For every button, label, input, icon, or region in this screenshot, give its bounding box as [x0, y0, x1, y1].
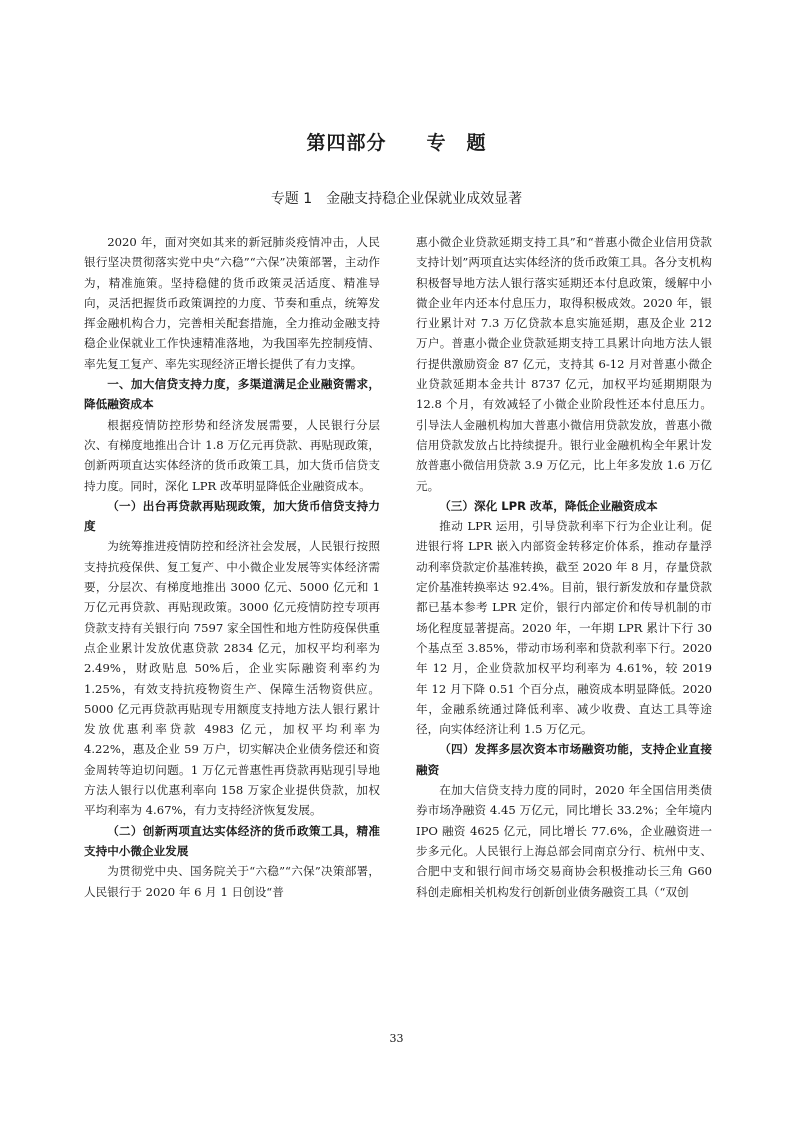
section-title: 专题 1 金融支持稳企业保就业成效显著	[270, 191, 523, 207]
page-title: 第四部分 专 题	[306, 132, 487, 154]
paragraph-d: 在加大信贷支持力度的同时，2020 年全国信用类债券市场净融资 4.45 万亿元，同比增长 33.2%；全年境内 IPO 融资 4625 亿元，同比增长 77.6%，企业融资进一步多元化。人民银行上海总部会同南京分行、杭州中支、合肥中支和银行间市场交易商协会积极推动长三角 G60 科创走廊相关机构发行创新创业债务融资工具（“双创	[416, 783, 712, 899]
subheading-a: （一）出台再贷款再贴现政策，加大货币信贷支持力度	[84, 498, 380, 534]
paragraph-b: 为贯彻党中央、国务院关于“六稳”“六保”决策部署，人民银行于 2020 年 6 月 1 日创设“普	[84, 864, 380, 899]
heading-1: 一、加大信贷支持力度，多渠道满足企业融资需求，降低融资成本	[84, 377, 380, 412]
paragraph-1: 根据疫情防控形势和经济发展需要，人民银行分层次、有梯度地推出合计 1.8 万亿元再贷款、再贴现政策，创新两项直达实体经济的货币政策工具，加大货币信贷支持力度。同时，深化 LPR 改革明显降低企业融资成本。	[84, 417, 380, 493]
intro-paragraph: 2020 年，面对突如其来的新冠肺炎疫情冲击，人民银行坚决贯彻落实党中央“六稳”“六保”决策部署，主动作为，精准施策。坚持稳健的货币政策灵活适度、精准导向，灵活把握货币政策调控的力度、节奏和重点，统筹发挥金融机构合力，完善相关配套措施，全力推动金融支持稳企业保就业工作快速精准落地，为我国率先控制疫情、率先复工复产、率先实现经济正增长提供了有力支撑。	[84, 235, 380, 371]
subheading-b: （二）创新两项直达实体经济的货币政策工具，精准支持中小微企业发展	[84, 823, 380, 858]
subheading-d: （四）发挥多层次资本市场融资功能，支持企业直接融资	[416, 742, 712, 777]
paragraph-c: 推动 LPR 运用，引导贷款利率下行为企业让利。促进银行将 LPR 嵌入内部资金转移定价体系，推动存量浮动利率贷款定价基准转换，截至 2020 年 8 月，存量贷款定价基准转换率达 92.4%。目前，银行新发放和存量贷款都已基本参考 LPR 定价，银行内部定价和传导机制的市场化程度显著提高。2020 年，一年期 LPR 累计下行 30 个基点至 3.85%，带动市场利率和贷款利率下行。2020 年 12 月，企业贷款加权平均利率为 4.61%，较 2019 年 12 月下降 0.51 个百分点，融资成本明显降低。2020 年，金融系统通过降低利率、减少收费、直达工具等途径，向实体经济让利 1.5 万亿元。	[416, 519, 712, 737]
paragraph-a: 为统筹推进疫情防控和经济社会发展，人民银行按照支持抗疫保供、复工复产、中小微企业发展等实体经济需要，分层次、有梯度地推出 3000 亿元、5000 亿元和 1 万亿元再贷款、再贴现政策。3000 亿元疫情防控专项再贷款支持有关银行向 7597 家全国性和地方性防疫保供重点企业累计发放优惠贷款 2834 亿元，加权平均利率为 2.49%，财政贴息 50%后，企业实际融资利率约为 1.25%，有效支持抗疫物资生产、保障生活物资供应。5000 亿元再贷款再贴现专用额度支持地方法人银行累计发放优惠利率贷款 4983 亿元，加权平均利率为 4.22%，惠及企业 59 万户，切实解决企业债务偿还和资金周转等迫切问题。1 万亿元普惠性再贷款再贴现引导地方法人银行以优惠利率向 158 万家企业提供贷款，加权平均利率为 4.67%，有力支持经济恢复发展。	[84, 539, 380, 818]
right-column	[416, 232, 712, 902]
page-number: 33	[389, 1032, 404, 1045]
subheading-c: （三）深化 LPR 改革，降低企业融资成本	[439, 498, 658, 513]
paragraph-b-continued: 惠小微企业贷款延期支持工具”和“普惠小微企业信用贷款支持计划”两项直达实体经济的货币政策工具。各分支机构积极督导地方法人银行落实延期还本付息政策，缓解中小微企业年内还本付息压力，取得积极成效。2020 年，银行业累计对 7.3 万亿贷款本息实施延期，惠及企业 212 万户。普惠小微企业贷款延期支持工具累计向地方法人银行提供激励资金 87 亿元，支持其 6-12 月对普惠小微企业贷款延期本金共计 8737 亿元，加权平均延期期限为 12.8 个月，有效减轻了小微企业阶段性还本付息压力。引导法人金融机构加大普惠小微信用贷款发放，普惠小微信用贷款发放占比持续提升。银行业金融机构全年累计发放普惠小微信用贷款 3.9 万亿元，比上年多发放 1.6 万亿元。	[416, 235, 712, 493]
left-column	[84, 232, 380, 902]
